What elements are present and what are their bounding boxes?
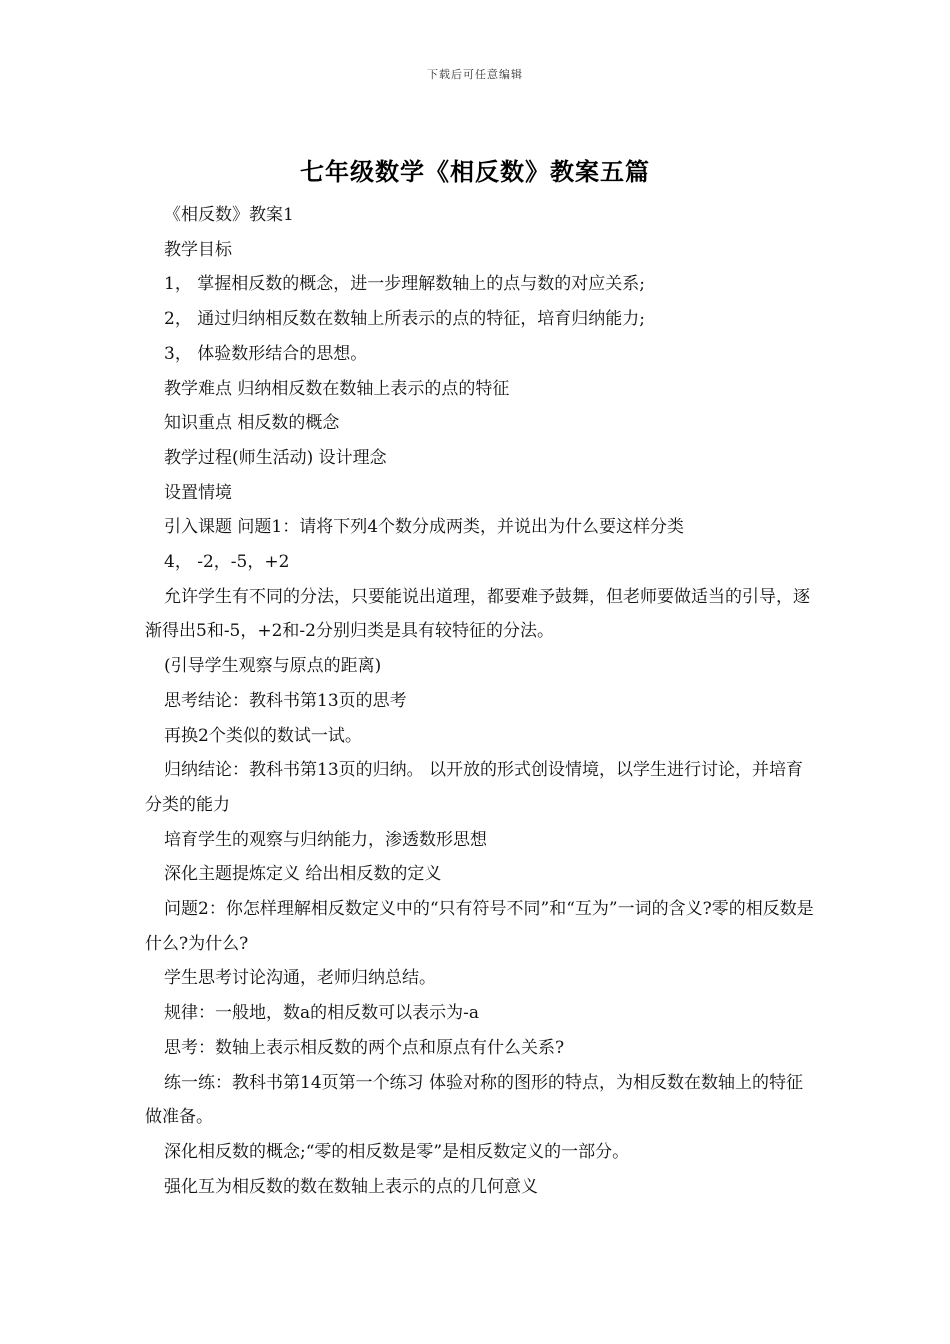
question-1: 引入课题 问题1：请将下列4个数分成两类，并说出为什么要这样分类 — [164, 517, 685, 538]
section-teaching-goals: 教学目标 — [164, 239, 232, 260]
page-header-note: 下载后可任意编辑 — [427, 68, 523, 81]
question-2: 问题2：你怎样理解相反数定义中的“只有符号不同”和“互为”一词的含义?零的相反数是什么?为什么? — [145, 899, 814, 954]
set-scenario: 设置情境 — [164, 482, 232, 503]
lesson-heading: 《相反数》教案1 — [164, 205, 294, 225]
paragraph-try-again: 再换2个类似的数试一试。 — [164, 725, 362, 746]
paragraph-discussion: 学生思考讨论沟通，老师归纳总结。 — [164, 968, 436, 989]
teaching-process-header: 教学过程(师生活动) 设计理念 — [164, 447, 387, 468]
document-title: 七年级数学《相反数》教案五篇 — [300, 157, 650, 186]
number-list: 4， -2，-5，+2 — [164, 552, 290, 573]
paragraph-induction: 归纳结论：教科书第13页的归纳。 以开放的形式创设情境，以学生进行讨论，并培育分类的能力 — [145, 760, 804, 815]
goal-item-2: 2， 通过归纳相反数在数轴上所表示的点的特征，培育归纳能力; — [164, 309, 645, 330]
goal-item-3: 3， 体验数形结合的思想。 — [164, 343, 368, 364]
document-body — [145, 198, 815, 1204]
paragraph-definition: 深化主题提炼定义 给出相反数的定义 — [164, 864, 442, 885]
paragraph-geometric-meaning: 强化互为相反数的数在数轴上表示的点的几何意义 — [164, 1176, 538, 1197]
teaching-difficulty: 教学难点 归纳相反数在数轴上表示的点的特征 — [164, 378, 510, 399]
paragraph-rule: 规律：一般地，数a的相反数可以表示为-a — [164, 1003, 480, 1024]
knowledge-focus: 知识重点 相反数的概念 — [164, 413, 340, 434]
paragraph-deepen-concept: 深化相反数的概念;“零的相反数是零”是相反数定义的一部分。 — [164, 1141, 630, 1162]
paragraph-practice: 练一练：教科书第14页第一个练习 体验对称的图形的特点，为相反数在数轴上的特征做准备。 — [145, 1072, 804, 1128]
paragraph-observation: 培育学生的观察与归纳能力，渗透数形思想 — [164, 829, 487, 850]
paragraph-classification: 允许学生有不同的分法，只要能说出道理，都要难予鼓舞，但老师要做适当的引导，逐渐得出5和-5，+2和-2分别归类是具有较特征的分法。 — [145, 586, 810, 642]
paragraph-think-relation: 思考：数轴上表示相反数的两个点和原点有什么关系? — [164, 1037, 565, 1058]
goal-item-1: 1， 掌握相反数的概念，进一步理解数轴上的点与数的对应关系; — [164, 274, 645, 295]
paragraph-think-conclusion: 思考结论：教科书第13页的思考 — [164, 690, 407, 711]
paragraph-guide-distance: (引导学生观察与原点的距离) — [164, 656, 382, 677]
